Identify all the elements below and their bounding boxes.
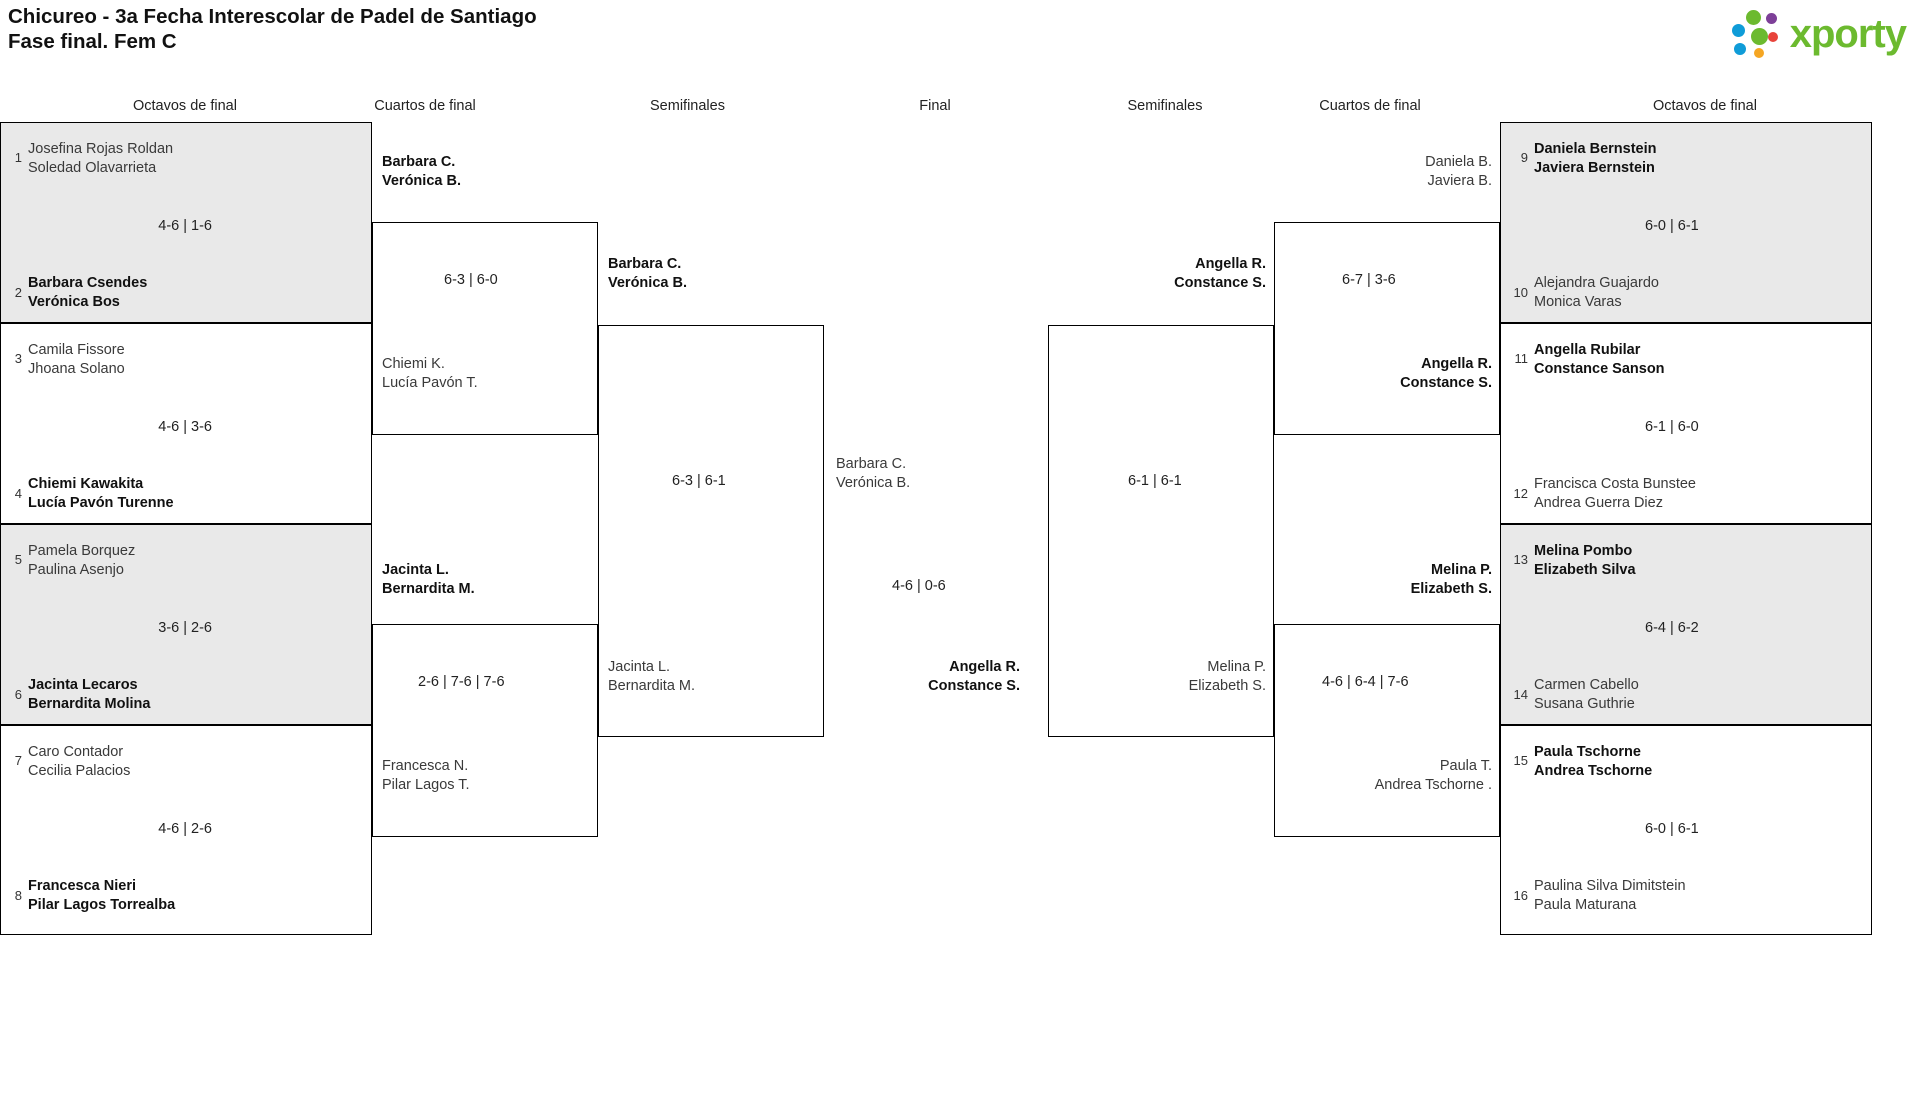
page-title: [8, 4, 537, 54]
seed-11: 11: [1514, 351, 1528, 366]
team-left-sf-b: Jacinta L. Bernardita M.: [608, 659, 696, 694]
team-left-r16-3: Camila Fissore Jhoana Solano: [28, 342, 125, 377]
team-left-qf-2a: Jacinta L. Bernardita M.: [382, 562, 475, 597]
team-right-sf-a: Angella R. Constance S.: [1174, 256, 1266, 291]
score-right-qf-1: 6-7 | 3-6: [1342, 272, 1396, 288]
seed-16: 16: [1513, 888, 1528, 903]
logo-dots-icon: [1730, 10, 1784, 58]
team-left-r16-2: Barbara Csendes Verónica Bos: [28, 275, 148, 310]
team-right-qf-2b: Paula T. Andrea Tschorne .: [1374, 758, 1492, 793]
team-left-r16-1: Josefina Rojas Roldan Soledad Olavarrieta: [28, 141, 174, 176]
seed-12: 12: [1513, 486, 1528, 501]
team-right-r16-8: Paulina Silva Dimitstein Paula Maturana: [1534, 878, 1686, 913]
team-left-qf-1a: Barbara C. Verónica B.: [382, 154, 461, 189]
seed-9: 9: [1520, 150, 1528, 165]
score-left-r16-1: 4-6 | 1-6: [158, 218, 212, 234]
seed-13: 13: [1513, 552, 1528, 567]
team-left-r16-6: Jacinta Lecaros Bernardita Molina: [28, 677, 151, 712]
round-header-right-qf: Cuartos de final: [1319, 98, 1421, 114]
match-box-left-qf-1[interactable]: [372, 222, 598, 435]
score-left-qf-1: 6-3 | 6-0: [444, 272, 498, 288]
score-right-r16-1: 6-0 | 6-1: [1645, 218, 1699, 234]
round-header-left-sf: Semifinales: [650, 98, 725, 114]
score-right-r16-2: 6-1 | 6-0: [1645, 419, 1699, 435]
team-left-sf-a: Barbara C. Verónica B.: [608, 256, 687, 291]
seed-5: 5: [14, 552, 22, 567]
team-right-r16-7: Paula Tschorne Andrea Tschorne: [1534, 744, 1653, 779]
match-box-right-qf-1[interactable]: [1274, 222, 1500, 435]
tournament-phase: Fase final. Fem C: [8, 30, 177, 53]
seed-2: 2: [14, 285, 22, 300]
team-right-r16-2: Alejandra Guajardo Monica Varas: [1534, 275, 1659, 310]
xporty-logo[interactable]: [1730, 10, 1906, 58]
score-left-r16-3: 3-6 | 2-6: [158, 620, 212, 636]
team-right-r16-1: Daniela Bernstein Javiera Bernstein: [1534, 141, 1657, 176]
team-right-r16-5: Melina Pombo Elizabeth Silva: [1534, 543, 1636, 578]
team-left-qf-1b: Chiemi K. Lucía Pavón T.: [382, 356, 478, 391]
team-left-r16-8: Francesca Nieri Pilar Lagos Torrealba: [28, 878, 176, 913]
score-right-r16-3: 6-4 | 6-2: [1645, 620, 1699, 636]
round-header-right-r16: Octavos de final: [1653, 98, 1757, 114]
team-right-r16-4: Francisca Costa Bunstee Andrea Guerra Diez: [1534, 476, 1696, 511]
round-header-left-r16: Octavos de final: [133, 98, 237, 114]
seed-3: 3: [14, 351, 22, 366]
round-header-left-qf: Cuartos de final: [374, 98, 476, 114]
team-left-r16-4: Chiemi Kawakita Lucía Pavón Turenne: [28, 476, 174, 511]
seed-10: 10: [1513, 285, 1528, 300]
match-box-right-qf-2[interactable]: [1274, 624, 1500, 837]
team-final-right: Angella R. Constance S.: [928, 659, 1020, 694]
team-right-r16-3: Angella Rubilar Constance Sanson: [1534, 342, 1665, 377]
score-left-r16-4: 4-6 | 2-6: [158, 821, 212, 837]
seed-7: 7: [14, 753, 22, 768]
score-left-sf: 6-3 | 6-1: [672, 473, 726, 489]
seed-1: 1: [14, 150, 22, 165]
team-right-r16-6: Carmen Cabello Susana Guthrie: [1534, 677, 1639, 712]
seed-14: 14: [1513, 687, 1528, 702]
seed-6: 6: [14, 687, 22, 702]
tournament-title: Chicureo - 3a Fecha Interescolar de Padel de Santiago: [8, 5, 537, 28]
team-right-qf-1a: Daniela B. Javiera B.: [1425, 154, 1492, 189]
seed-15: 15: [1513, 753, 1528, 768]
match-box-left-qf-2[interactable]: [372, 624, 598, 837]
round-header-right-sf: Semifinales: [1127, 98, 1203, 114]
team-right-qf-1b: Angella R. Constance S.: [1400, 356, 1492, 391]
team-left-r16-5: Pamela Borquez Paulina Asenjo: [28, 543, 136, 578]
score-left-r16-2: 4-6 | 3-6: [158, 419, 212, 435]
team-left-r16-7: Caro Contador Cecilia Palacios: [28, 744, 131, 779]
logo-wordmark: xporty: [1789, 12, 1906, 56]
score-right-sf: 6-1 | 6-1: [1128, 473, 1182, 489]
team-right-sf-b: Melina P. Elizabeth S.: [1188, 659, 1266, 694]
team-left-qf-2b: Francesca N. Pilar Lagos T.: [382, 758, 470, 793]
round-header-final: Final: [919, 98, 951, 114]
score-right-r16-4: 6-0 | 6-1: [1645, 821, 1699, 837]
score-left-qf-2: 2-6 | 7-6 | 7-6: [418, 674, 505, 690]
team-final-left: Barbara C. Verónica B.: [836, 456, 911, 491]
seed-4: 4: [14, 486, 22, 501]
seed-8: 8: [14, 888, 22, 903]
team-right-qf-2a: Melina P. Elizabeth S.: [1410, 562, 1492, 597]
score-right-qf-2: 4-6 | 6-4 | 7-6: [1322, 674, 1409, 690]
score-final: 4-6 | 0-6: [892, 578, 946, 594]
